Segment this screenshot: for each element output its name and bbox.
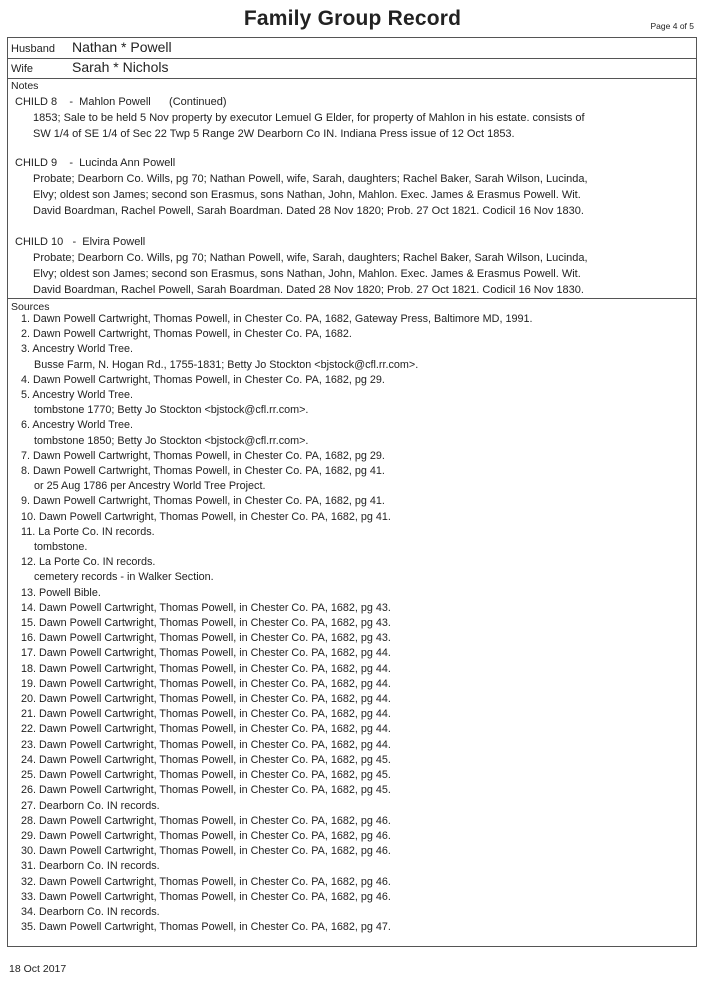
source-detail: Busse Farm, N. Hogan Rd., 1755-1831; Betty Jo Stockton <bjstock@cfl.rr.com>.: [34, 358, 419, 371]
source-item: [21, 631, 532, 646]
source-text: 30. Dawn Powell Cartwright, Thomas Powell, in Chester Co. PA, 1682, pg 46.: [21, 845, 391, 858]
source-text: 7. Dawn Powell Cartwright, Thomas Powell, in Chester Co. PA, 1682, pg 29.: [21, 449, 385, 462]
source-text: 10. Dawn Powell Cartwright, Thomas Powell, in Chester Co. PA, 1682, pg 41.: [21, 510, 391, 523]
source-text: 15. Dawn Powell Cartwright, Thomas Powell, in Chester Co. PA, 1682, pg 43.: [21, 617, 391, 630]
sources-label: Sources: [8, 298, 696, 313]
source-item: [21, 920, 532, 935]
source-item: [21, 799, 532, 814]
source-text: 32. Dawn Powell Cartwright, Thomas Powell, in Chester Co. PA, 1682, pg 46.: [21, 875, 391, 888]
source-item: [21, 555, 532, 585]
husband-name: Nathan * Powell: [72, 39, 172, 55]
source-item: [21, 388, 532, 418]
source-text: 21. Dawn Powell Cartwright, Thomas Powell, in Chester Co. PA, 1682, pg 44.: [21, 708, 391, 721]
source-text: 25. Dawn Powell Cartwright, Thomas Powell, in Chester Co. PA, 1682, pg 45.: [21, 769, 391, 782]
source-text: 26. Dawn Powell Cartwright, Thomas Powell, in Chester Co. PA, 1682, pg 45.: [21, 784, 391, 797]
source-text: 27. Dearborn Co. IN records.: [21, 799, 160, 812]
source-text: 2. Dawn Powell Cartwright, Thomas Powell, in Chester Co. PA, 1682.: [21, 328, 352, 341]
source-text: 23. Dawn Powell Cartwright, Thomas Powell, in Chester Co. PA, 1682, pg 44.: [21, 738, 391, 751]
source-item: [21, 783, 532, 798]
source-item: [21, 449, 532, 464]
source-text: 20. Dawn Powell Cartwright, Thomas Powell, in Chester Co. PA, 1682, pg 44.: [21, 693, 391, 706]
wife-label: Wife: [11, 63, 33, 75]
wife-name: Sarah * Nichols: [72, 59, 169, 75]
source-text: 9. Dawn Powell Cartwright, Thomas Powell, in Chester Co. PA, 1682, pg 41.: [21, 495, 385, 508]
child-header: CHILD 10 - Elvira Powell: [15, 236, 146, 248]
source-text: 34. Dearborn Co. IN records.: [21, 905, 160, 918]
source-text: 24. Dawn Powell Cartwright, Thomas Powell, in Chester Co. PA, 1682, pg 45.: [21, 753, 391, 766]
source-item: [21, 722, 532, 737]
source-item: [21, 312, 532, 327]
source-item: [21, 342, 532, 372]
source-item: [21, 905, 532, 920]
source-text: 17. Dawn Powell Cartwright, Thomas Powell, in Chester Co. PA, 1682, pg 44.: [21, 647, 391, 660]
source-item: [21, 814, 532, 829]
notes-label: Notes: [11, 80, 39, 92]
source-item: [21, 875, 532, 890]
note-line: Elvy; oldest son James; second son Erasmus, sons Nathan, John, Mahlon. Exec. James & Erasmus Powell. Wit.: [33, 189, 581, 201]
source-text: 16. Dawn Powell Cartwright, Thomas Powell, in Chester Co. PA, 1682, pg 43.: [21, 632, 391, 645]
child-header: CHILD 9 - Lucinda Ann Powell: [15, 157, 176, 169]
source-item: [21, 373, 532, 388]
source-text: 31. Dearborn Co. IN records.: [21, 860, 160, 873]
source-text: 35. Dawn Powell Cartwright, Thomas Powell, in Chester Co. PA, 1682, pg 47.: [21, 921, 391, 934]
husband-label: Husband: [11, 43, 56, 55]
child-note: [15, 155, 588, 217]
source-text: 6. Ancestry World Tree.: [21, 419, 134, 432]
note-line: David Boardman, Rachel Powell, Sarah Boardman. Dated 28 Nov 1820; Prob. 27 Oct 1821. Codicil 16 Nov 1830.: [33, 205, 584, 217]
source-item: [21, 494, 532, 509]
source-item: [21, 646, 532, 661]
child-note: [15, 234, 588, 296]
source-detail: or 25 Aug 1786 per Ancestry World Tree Project.: [34, 480, 266, 493]
source-item: [21, 753, 532, 768]
source-item: [21, 616, 532, 631]
source-item: [21, 768, 532, 783]
source-text: 18. Dawn Powell Cartwright, Thomas Powell, in Chester Co. PA, 1682, pg 44.: [21, 662, 391, 675]
note-line: 1853; Sale to be held 5 Nov property by executor Lemuel G Elder, for property of Mahlon in his estate. consists of: [33, 112, 585, 124]
source-text: 8. Dawn Powell Cartwright, Thomas Powell, in Chester Co. PA, 1682, pg 41.: [21, 465, 385, 478]
source-item: [21, 677, 532, 692]
source-text: 22. Dawn Powell Cartwright, Thomas Powell, in Chester Co. PA, 1682, pg 44.: [21, 723, 391, 736]
source-text: 1. Dawn Powell Cartwright, Thomas Powell, in Chester Co. PA, 1682, Gateway Press, Baltimore MD, 1991.: [21, 313, 533, 325]
source-text: 13. Powell Bible.: [21, 586, 101, 599]
source-text: 12. La Porte Co. IN records.: [21, 556, 156, 569]
note-line: David Boardman, Rachel Powell, Sarah Boardman. Dated 28 Nov 1820; Prob. 27 Oct 1821. Codicil 16 Nov 1830.: [33, 284, 584, 296]
source-item: [21, 327, 532, 342]
wife-row: [8, 58, 696, 79]
source-item: [21, 859, 532, 874]
note-line: Probate; Dearborn Co. Wills, pg 70; Nathan Powell, wife, Sarah, daughters; Rachel Baker, Sarah Wilson, Lucinda,: [33, 252, 588, 264]
source-item: [21, 738, 532, 753]
source-text: 4. Dawn Powell Cartwright, Thomas Powell, in Chester Co. PA, 1682, pg 29.: [21, 373, 385, 386]
source-item: [21, 707, 532, 722]
source-item: [21, 662, 532, 677]
source-text: 3. Ancestry World Tree.: [21, 343, 134, 356]
note-line: SW 1/4 of SE 1/4 of Sec 22 Twp 5 Range 2W Dearborn Co IN. Indiana Press issue of 12 Oct 1853.: [33, 128, 515, 140]
page-title: Family Group Record: [243, 7, 462, 30]
husband-row: [8, 38, 696, 59]
record-frame: [7, 37, 697, 947]
source-detail: tombstone 1770; Betty Jo Stockton <bjstock@cfl.rr.com>.: [34, 404, 309, 417]
source-text: 29. Dawn Powell Cartwright, Thomas Powell, in Chester Co. PA, 1682, pg 46.: [21, 829, 391, 842]
source-text: 14. Dawn Powell Cartwright, Thomas Powell, in Chester Co. PA, 1682, pg 43.: [21, 601, 391, 614]
source-item: [21, 586, 532, 601]
source-item: [21, 525, 532, 555]
source-item: [21, 418, 532, 448]
source-text: 5. Ancestry World Tree.: [21, 389, 134, 402]
child-header: CHILD 8 - Mahlon Powell (Continued): [15, 96, 227, 108]
note-line: Probate; Dearborn Co. Wills, pg 70; Nathan Powell, wife, Sarah, daughters; Rachel Baker, Sarah Wilson, Lucinda,: [33, 173, 588, 185]
source-item: [21, 829, 532, 844]
source-text: 28. Dawn Powell Cartwright, Thomas Powell, in Chester Co. PA, 1682, pg 46.: [21, 814, 391, 827]
source-item: [21, 464, 532, 494]
source-item: [21, 510, 532, 525]
source-text: 33. Dawn Powell Cartwright, Thomas Powell, in Chester Co. PA, 1682, pg 46.: [21, 890, 391, 903]
source-detail: cemetery records - in Walker Section.: [34, 571, 214, 584]
footer-date: 18 Oct 2017: [9, 963, 67, 975]
source-text: 11. La Porte Co. IN records.: [21, 525, 155, 538]
source-item: [21, 844, 532, 859]
sources-list: [21, 312, 532, 935]
source-item: [21, 601, 532, 616]
page-number: Page 4 of 5: [650, 21, 694, 31]
source-item: [21, 890, 532, 905]
source-item: [21, 692, 532, 707]
source-detail: tombstone.: [34, 541, 88, 554]
note-line: Elvy; oldest son James; second son Erasmus, sons Nathan, John, Mahlon. Exec. James & Erasmus Powell. Wit.: [33, 268, 581, 280]
source-detail: tombstone 1850; Betty Jo Stockton <bjstock@cfl.rr.com>.: [34, 434, 309, 447]
source-text: 19. Dawn Powell Cartwright, Thomas Powell, in Chester Co. PA, 1682, pg 44.: [21, 677, 391, 690]
child-note: [15, 94, 585, 140]
